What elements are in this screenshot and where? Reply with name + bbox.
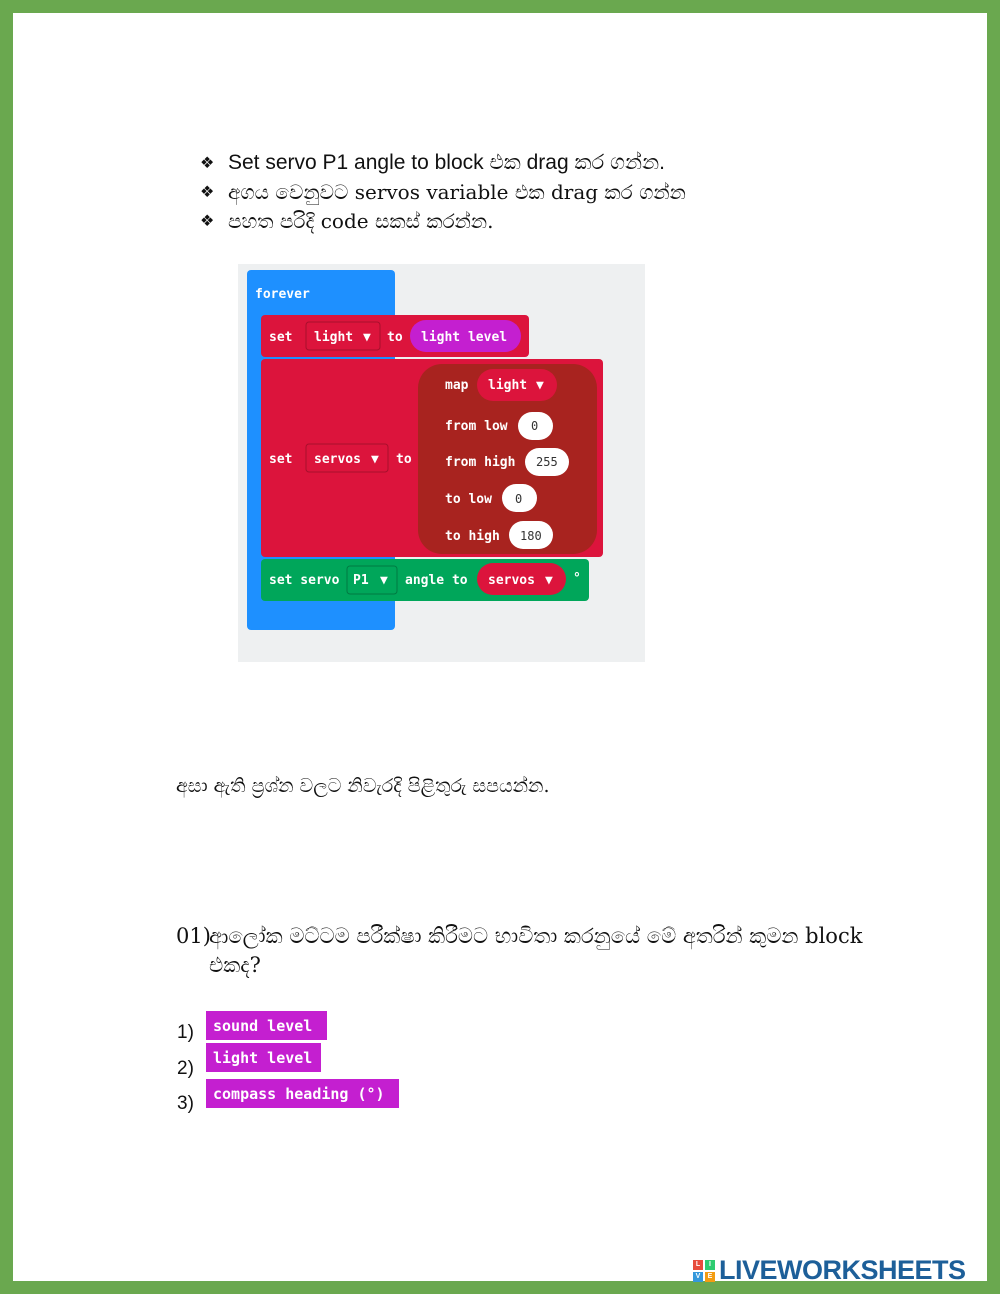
light-variable-label: light — [314, 330, 354, 345]
instruction-item — [200, 206, 686, 235]
chevron-down-icon: ▼ — [380, 573, 388, 588]
set-servo-label: set servo — [269, 573, 340, 588]
question-text: ආලෝක මට්ටම පරීක්ෂා කිරීමට භාවිතා කරනුයේ මේ අතරින් කුමන block — [209, 924, 863, 948]
from-high-value: 255 — [536, 455, 558, 469]
set-label: set — [269, 330, 293, 345]
instruction-text: අගය වෙනුවට servos variable එක drag කර ගන්න — [228, 179, 686, 204]
option-compass-heading-block[interactable]: compass heading (°) — [206, 1079, 399, 1108]
light-variable-label: light — [488, 378, 528, 393]
servos-variable-label: servos — [488, 573, 535, 588]
to-label: to — [387, 330, 403, 345]
servos-variable-label: servos — [314, 452, 361, 467]
to-high-value: 180 — [520, 529, 542, 543]
question — [176, 922, 876, 980]
chevron-down-icon: ▼ — [545, 573, 553, 588]
question-line — [176, 922, 876, 951]
to-low-label: to low — [445, 492, 492, 507]
diamond-bullet-icon: ❖ — [200, 211, 215, 230]
degree-label: ° — [573, 571, 581, 586]
from-low-label: from low — [445, 419, 508, 434]
angle-to-label: angle to — [405, 573, 468, 588]
logo-grid-icon: L I V E — [693, 1260, 715, 1282]
answer-instruction: අසා ඇති ප්‍රශ්න වලට නිවැරදි පිළිතුරු සපයන්න. — [176, 775, 550, 797]
to-high-label: to high — [445, 529, 500, 544]
from-low-value: 0 — [531, 419, 539, 433]
question-line: එකද? — [209, 953, 261, 977]
diamond-bullet-icon: ❖ — [200, 153, 215, 172]
option-light-level-block[interactable]: light level — [206, 1043, 321, 1072]
map-label: map — [445, 378, 469, 393]
question-number: 01) — [176, 924, 211, 948]
instruction-list — [200, 148, 686, 235]
option-number: 1) — [177, 1022, 194, 1043]
code-blocks-image — [238, 264, 645, 662]
option-number: 2) — [177, 1058, 194, 1079]
instruction-item — [200, 177, 686, 206]
pin-label: P1 — [353, 573, 369, 588]
chevron-down-icon: ▼ — [536, 378, 544, 393]
forever-label: forever — [255, 287, 310, 302]
set-label: set — [269, 452, 293, 467]
option-number: 3) — [177, 1093, 194, 1114]
liveworksheets-logo — [693, 1255, 966, 1286]
makecode-screenshot — [238, 264, 645, 662]
instruction-text: පහත පරිදි code සකස් කරන්න. — [228, 208, 494, 233]
to-low-value: 0 — [515, 492, 523, 506]
chevron-down-icon: ▼ — [363, 330, 371, 345]
diamond-bullet-icon: ❖ — [200, 182, 215, 201]
instruction-text: Set servo P1 angle to block එක drag කර ගන්න. — [228, 150, 665, 174]
to-label: to — [396, 452, 412, 467]
chevron-down-icon: ▼ — [371, 452, 379, 467]
option-sound-level-block[interactable]: sound level — [206, 1011, 327, 1040]
light-level-label: light level — [421, 330, 508, 345]
from-high-label: from high — [445, 455, 516, 470]
logo-text: LIVEWORKSHEETS — [719, 1255, 966, 1285]
instruction-item — [200, 148, 686, 177]
